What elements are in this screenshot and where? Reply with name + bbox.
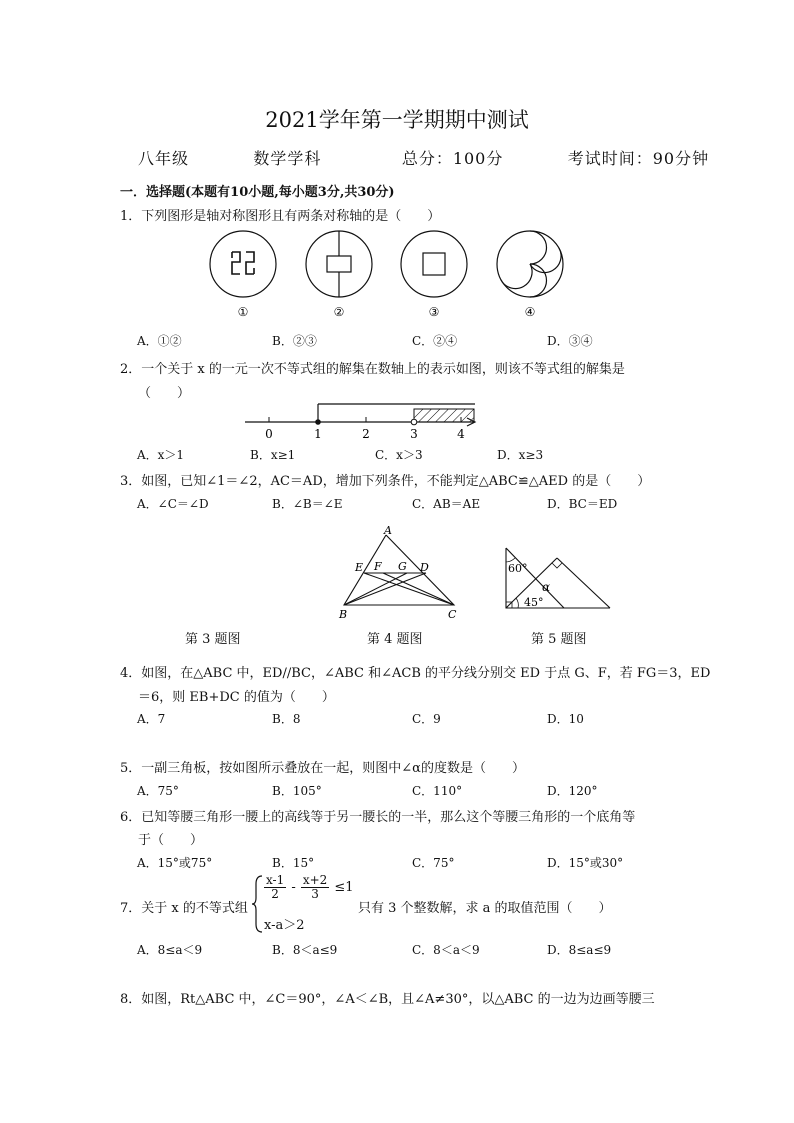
q1-option-a[interactable]: A．①② [137, 334, 182, 348]
figure-3-label: ③ [428, 305, 440, 319]
question-3-stem: 3．如图，已知∠1＝∠2，AC＝AD，增加下列条件，不能判定△ABC≌△AED 的是（ ） [120, 474, 651, 489]
question-6-stem-cont: 于（ ） [138, 833, 204, 848]
figure-4-circle-icon [497, 231, 563, 297]
question-1-stem: 1．下列图形是轴对称图形且有两条对称轴的是（ ） [120, 209, 441, 224]
figure-5-set-squares [500, 542, 615, 617]
q3-option-c[interactable]: C．AB＝AE [412, 497, 481, 511]
page-title: 2021学年第一学期期中测试 [265, 108, 529, 132]
q5-option-a[interactable]: A．75° [137, 784, 179, 798]
q6-option-b[interactable]: B．15° [272, 856, 315, 870]
inequality-line-2: x-a＞2 [264, 918, 305, 933]
q3-option-b[interactable]: B．∠B＝∠E [272, 497, 343, 511]
question-5-stem: 5．一副三角板，按如图所示叠放在一起，则图中∠α的度数是（ ） [120, 761, 525, 776]
angle-45-label: 45° [524, 596, 544, 609]
question-7-suffix: 只有 3 个整数解，求 a 的取值范围（ ） [358, 901, 612, 916]
figure-1-circle-icon [210, 231, 276, 297]
q1-option-c[interactable]: C．②④ [412, 334, 458, 348]
figure-2-label: ② [333, 305, 345, 319]
fraction-1 [264, 874, 286, 901]
question-1-figures [210, 228, 580, 323]
point-label-d: D [420, 561, 429, 574]
q3-option-a[interactable]: A．∠C＝∠D [137, 497, 209, 511]
caption-figure-3: 第 3 题图 [185, 632, 241, 647]
subject: 数学学科 [253, 149, 322, 168]
angle-60-label: 60° [508, 562, 528, 575]
caption-figure-4: 第 4 题图 [367, 632, 423, 647]
q4-option-c[interactable]: C．9 [412, 712, 441, 726]
q2-option-c[interactable]: C．x＞3 [375, 448, 423, 462]
q2-option-d[interactable]: D．x≥3 [497, 448, 544, 462]
frac1-denominator: 2 [271, 887, 279, 901]
q1-option-b[interactable]: B．②③ [272, 334, 317, 348]
frac2-numerator: x+2 [302, 873, 328, 887]
point-label-c: C [448, 608, 457, 621]
caption-figure-5: 第 5 题图 [531, 632, 587, 647]
point-label-e: E [355, 561, 364, 574]
point-label-b: B [339, 608, 348, 621]
inequality-line-1 [264, 874, 354, 901]
q6-option-a[interactable]: A．15°或75° [137, 856, 213, 870]
frac2-denominator: 3 [311, 887, 319, 901]
angle-alpha-label: α [542, 580, 551, 594]
point-label-a: A [384, 524, 392, 537]
q4-option-d[interactable]: D．10 [547, 712, 584, 726]
figure-4-triangle [336, 525, 471, 620]
q4-option-a[interactable]: A．7 [137, 712, 166, 726]
question-2-stem-cont: （ ） [138, 386, 191, 401]
q7-option-d[interactable]: D．8≤a≤9 [547, 943, 612, 957]
open-point [411, 419, 417, 425]
leq-one: ≤1 [334, 880, 354, 895]
q1-option-d[interactable]: D．③④ [547, 334, 593, 348]
q2-option-b[interactable]: B．x≥1 [250, 448, 296, 462]
tick-label: 0 [265, 427, 273, 441]
question-4-stem: 4．如图，在△ABC 中，ED//BC，∠ABC 和∠ACB 的平分线分别交 ED 于点 G、F，若 FG＝3，ED [120, 666, 711, 681]
minus-sign: - [291, 880, 296, 895]
q7-option-a[interactable]: A．8≤a＜9 [137, 943, 203, 957]
question-6-stem: 6．已知等腰三角形一腰上的高线等于另一腰长的一半，那么这个等腰三角形的一个底角等 [120, 810, 636, 825]
question-8-stem: 8．如图，Rt△ABC 中，∠C＝90°，∠A＜∠B，且∠A≠30°，以△ABC 的一边为边画等腰三 [120, 992, 655, 1007]
total-score: 总分：100分 [401, 149, 504, 168]
solid-point [315, 419, 321, 425]
q6-option-c[interactable]: C．75° [412, 856, 455, 870]
q2-option-a[interactable]: A．x＞1 [137, 448, 185, 462]
tick-label: 3 [410, 427, 418, 441]
point-label-f: F [374, 560, 382, 573]
question-2-stem: 2．一个关于 x 的一元一次不等式组的解集在数轴上的表示如图，则该不等式组的解集是 [120, 362, 625, 377]
figure-2-circle-icon [306, 231, 372, 297]
q5-option-d[interactable]: D．120° [547, 784, 598, 798]
number-line [245, 400, 485, 445]
q4-option-b[interactable]: B．8 [272, 712, 301, 726]
q5-option-c[interactable]: C．110° [412, 784, 463, 798]
q3-option-d[interactable]: D．BC＝ED [547, 497, 618, 511]
question-7-prefix: 7．关于 x 的不等式组 [120, 901, 248, 916]
section-heading: 一．选择题(本题有10小题,每小题3分,共30分) [120, 185, 395, 200]
figure-1-label: ① [237, 305, 249, 319]
point-label-g: G [398, 560, 407, 573]
q7-option-c[interactable]: C．8＜a＜9 [412, 943, 480, 957]
brace-icon [252, 874, 264, 934]
figure-4-label: ④ [524, 305, 536, 319]
frac1-numerator: x-1 [266, 873, 285, 887]
question-4-stem-cont: ＝6，则 EB+DC 的值为（ ） [138, 690, 335, 705]
fraction-2 [301, 874, 329, 901]
exam-time: 考试时间：90分钟 [567, 149, 710, 168]
grade: 八年级 [138, 149, 190, 168]
exam-info [138, 146, 709, 169]
q7-option-b[interactable]: B．8＜a≤9 [272, 943, 338, 957]
q5-option-b[interactable]: B．105° [272, 784, 322, 798]
tick-label: 2 [362, 427, 370, 441]
tick-label: 1 [314, 427, 322, 441]
q6-option-d[interactable]: D．15°或30° [547, 856, 624, 870]
figure-3-circle-icon [401, 231, 467, 297]
tick-label: 4 [457, 427, 465, 441]
